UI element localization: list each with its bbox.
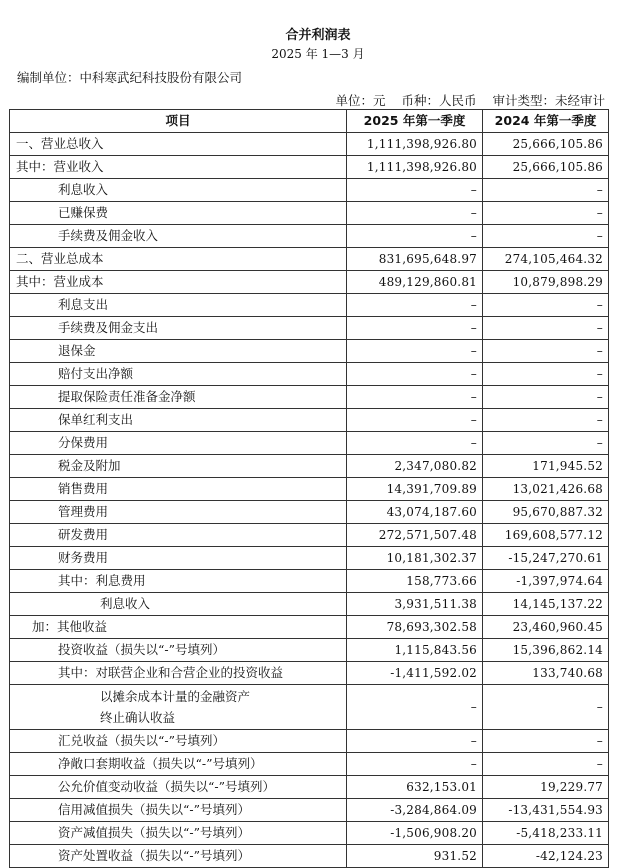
row-item-label: 已赚保费 [10,202,347,225]
row-value-2024q1: -42,124.23 [483,845,609,868]
row-value-2025q1: 272,571,507.48 [347,524,483,547]
table-row [10,593,609,616]
table-row [10,156,609,179]
row-value-2025q1: 2,347,080.82 [347,455,483,478]
row-value-2025q1: – [347,317,483,340]
row-value-2025q1: – [347,363,483,386]
column-header-item: 项目 [10,110,347,133]
row-value-2024q1: – [483,340,609,363]
statement-title: 合并利润表 [285,28,351,43]
table-row [10,386,609,409]
table-row [10,685,609,730]
row-value-2025q1: – [347,432,483,455]
row-item-label: 其中：利息费用 [10,570,347,593]
row-value-2025q1: -1,506,908.20 [347,822,483,845]
row-item-label: 管理费用 [10,501,347,524]
row-value-2024q1: 13,021,426.68 [483,478,609,501]
row-item-label: 利息收入 [10,179,347,202]
row-value-2025q1: 10,181,302.37 [347,547,483,570]
row-value-2025q1: – [347,179,483,202]
row-item-label: 信用减值损失（损失以“-”号填列） [10,799,347,822]
row-value-2025q1: 43,074,187.60 [347,501,483,524]
row-item-label: 利息收入 [10,593,347,616]
row-value-2024q1: – [483,202,609,225]
row-value-2024q1: – [483,225,609,248]
row-item-label: 提取保险责任准备金净额 [10,386,347,409]
row-value-2025q1: – [347,340,483,363]
row-item-label: 净敞口套期收益（损失以“-”号填列） [10,753,347,776]
row-value-2024q1: -15,247,270.61 [483,547,609,570]
row-item-label: 投资收益（损失以“-”号填列） [10,639,347,662]
table-row [10,776,609,799]
row-value-2025q1: – [347,202,483,225]
row-value-2025q1: 931.52 [347,845,483,868]
table-row [10,317,609,340]
table-row [10,570,609,593]
row-value-2024q1: 25,666,105.86 [483,156,609,179]
table-row [10,225,609,248]
row-item-label: 以摊余成本计量的金融资产终止确认收益 [10,685,347,730]
row-item-label: 手续费及佣金支出 [10,317,347,340]
row-item-label: 一、营业总收入 [10,133,347,156]
row-value-2024q1: -13,431,554.93 [483,799,609,822]
table-row [10,179,609,202]
row-value-2025q1: -1,411,592.02 [347,662,483,685]
table-row [10,409,609,432]
row-value-2024q1: -1,397,974.64 [483,570,609,593]
row-value-2025q1: 489,129,860.81 [347,271,483,294]
row-item-label: 资产减值损失（损失以“-”号填列） [10,822,347,845]
table-row [10,822,609,845]
unit-label: 单位：元 [335,93,386,108]
row-value-2024q1: 25,666,105.86 [483,133,609,156]
row-value-2024q1: – [483,294,609,317]
table-row [10,799,609,822]
row-value-2025q1: 14,391,709.89 [347,478,483,501]
row-value-2025q1: 1,115,843.56 [347,639,483,662]
row-item-label: 退保金 [10,340,347,363]
row-value-2024q1: 171,945.52 [483,455,609,478]
row-item-label: 其中：营业成本 [10,271,347,294]
report-period: 2025 年 1—3 月 [271,47,365,61]
table-row [10,753,609,776]
row-item-label: 资产处置收益（损失以“-”号填列） [10,845,347,868]
row-value-2024q1: 169,608,577.12 [483,524,609,547]
row-value-2025q1: 78,693,302.58 [347,616,483,639]
row-value-2024q1: 14,145,137.22 [483,593,609,616]
row-value-2024q1: – [483,730,609,753]
row-value-2025q1: 158,773.66 [347,570,483,593]
row-item-label: 税金及附加 [10,455,347,478]
row-item-label: 公允价值变动收益（损失以“-”号填列） [10,776,347,799]
row-item-label: 销售费用 [10,478,347,501]
row-value-2024q1: 10,879,898.29 [483,271,609,294]
row-item-label: 其中：营业收入 [10,156,347,179]
report-meta [323,91,605,109]
column-header-2024q1: 2024 年第一季度 [483,110,609,133]
table-row [10,271,609,294]
table-row [10,202,609,225]
row-item-label: 加：其他收益 [10,616,347,639]
table-row [10,455,609,478]
row-value-2024q1: 274,105,464.32 [483,248,609,271]
row-item-label: 保单红利支出 [10,409,347,432]
table-row [10,133,609,156]
table-header-row [10,110,609,133]
row-value-2024q1: – [483,753,609,776]
row-value-2025q1: 1,111,398,926.80 [347,133,483,156]
table-row [10,478,609,501]
row-value-2025q1: – [347,730,483,753]
row-value-2025q1: 1,111,398,926.80 [347,156,483,179]
table-row [10,662,609,685]
row-value-2025q1: 3,931,511.38 [347,593,483,616]
row-value-2024q1: – [483,386,609,409]
table-row [10,730,609,753]
row-value-2024q1: -5,418,233.11 [483,822,609,845]
row-value-2025q1: – [347,753,483,776]
row-value-2025q1: – [347,225,483,248]
currency-label: 币种：人民币 [401,93,477,108]
table-row [10,432,609,455]
table-row [10,294,609,317]
row-value-2025q1: – [347,685,483,730]
row-value-2025q1: – [347,386,483,409]
row-value-2024q1: – [483,432,609,455]
row-value-2025q1: – [347,409,483,432]
row-value-2024q1: – [483,317,609,340]
table-row [10,845,609,868]
row-value-2024q1: – [483,179,609,202]
row-item-label: 利息支出 [10,294,347,317]
row-value-2025q1: – [347,294,483,317]
audit-type-label: 审计类型：未经审计 [492,93,605,108]
row-value-2024q1: 19,229.77 [483,776,609,799]
table-row [10,639,609,662]
table-row [10,340,609,363]
row-value-2025q1: 632,153.01 [347,776,483,799]
row-item-label: 财务费用 [10,547,347,570]
table-row [10,501,609,524]
row-item-label: 赔付支出净额 [10,363,347,386]
table-row [10,248,609,271]
row-value-2024q1: 95,670,887.32 [483,501,609,524]
row-value-2024q1: 15,396,862.14 [483,639,609,662]
income-statement-table [9,109,609,868]
row-value-2024q1: – [483,409,609,432]
row-item-label: 研发费用 [10,524,347,547]
table-row [10,616,609,639]
row-item-label: 分保费用 [10,432,347,455]
table-row [10,524,609,547]
row-item-label: 其中：对联营企业和合营企业的投资收益 [10,662,347,685]
row-value-2024q1: 23,460,960.45 [483,616,609,639]
row-value-2024q1: – [483,363,609,386]
row-value-2024q1: – [483,685,609,730]
table-row [10,363,609,386]
row-value-2025q1: 831,695,648.97 [347,248,483,271]
company-name: 编制单位：中科寒武纪科技股份有限公司 [17,70,243,85]
row-item-label: 二、营业总成本 [10,248,347,271]
column-header-2025q1: 2025 年第一季度 [347,110,483,133]
row-item-label: 手续费及佣金收入 [10,225,347,248]
row-value-2025q1: -3,284,864.09 [347,799,483,822]
row-value-2024q1: 133,740.68 [483,662,609,685]
table-row [10,547,609,570]
row-item-label: 汇兑收益（损失以“-”号填列） [10,730,347,753]
